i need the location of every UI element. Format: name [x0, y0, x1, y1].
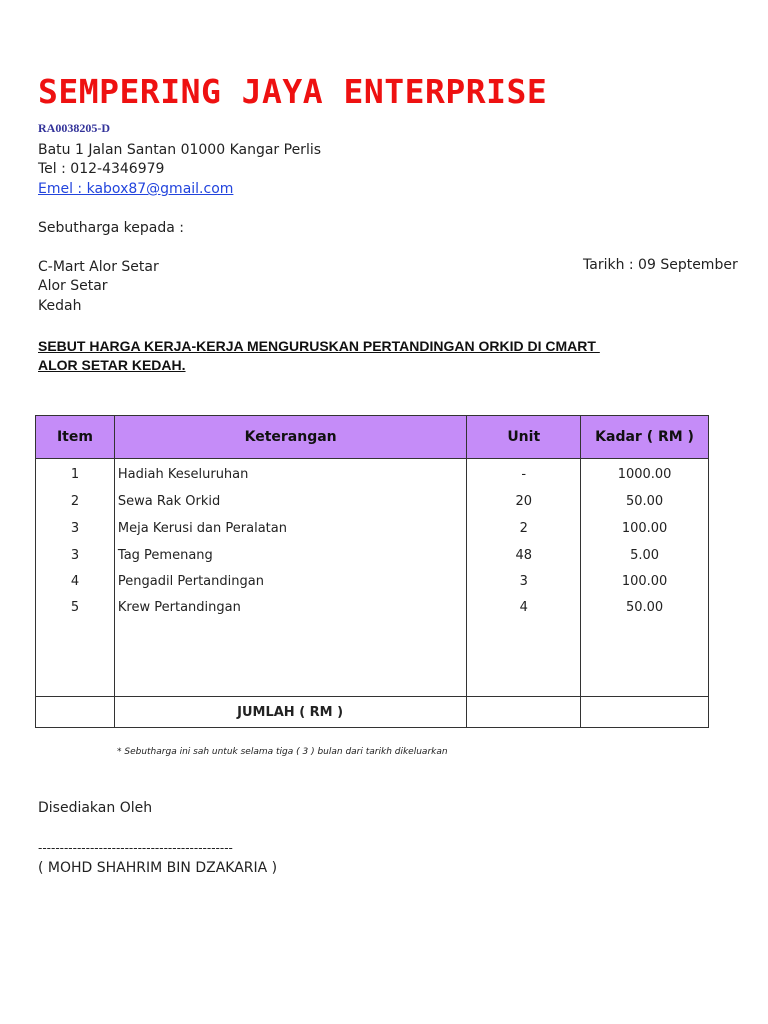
- signer-name: ( MOHD SHAHRIM BIN DZAKARIA ): [38, 860, 278, 876]
- signature-line: ---------------------------------------------: [38, 841, 233, 855]
- row-unit: 20: [467, 488, 581, 515]
- recipient-line-2: Alor Setar: [38, 278, 108, 294]
- row-unit: 3: [467, 569, 581, 595]
- row-description: Sewa Rak Orkid: [114, 488, 466, 515]
- row-item-number: 3: [36, 515, 115, 543]
- company-name: SEMPERING JAYA ENTERPRISE: [38, 72, 548, 111]
- row-description: Hadiah Keseluruhan: [114, 459, 466, 488]
- subject-line-1: SEBUT HARGA KERJA-KERJA MENGURUSKAN PERTANDINGAN ORKID DI CMART: [38, 338, 600, 354]
- table-total-row: [36, 697, 709, 728]
- quotation-subject: [38, 337, 600, 375]
- recipient-line-3: Kedah: [38, 298, 82, 314]
- header-rate: Kadar ( RM ): [581, 416, 709, 459]
- empty-cell: [36, 621, 115, 697]
- row-unit: 2: [467, 515, 581, 543]
- quotation-table: [35, 415, 709, 728]
- row-rate: 50.00: [581, 488, 709, 515]
- row-rate: 1000.00: [581, 459, 709, 488]
- table-row-empty: [36, 621, 709, 697]
- total-empty-cell: [36, 697, 115, 728]
- table-row: [36, 569, 709, 595]
- recipient-intro: Sebutharga kepada :: [38, 220, 184, 236]
- table-row: [36, 595, 709, 621]
- quotation-date: Tarikh : 09 September: [583, 257, 738, 273]
- row-rate: 100.00: [581, 569, 709, 595]
- company-address: Batu 1 Jalan Santan 01000 Kangar Perlis: [38, 142, 322, 158]
- empty-cell: [581, 621, 709, 697]
- row-description: Meja Kerusi dan Peralatan: [114, 515, 466, 543]
- company-email-link[interactable]: Emel : kabox87@gmail.com: [38, 181, 234, 197]
- row-rate: 50.00: [581, 595, 709, 621]
- row-item-number: 5: [36, 595, 115, 621]
- row-item-number: 3: [36, 543, 115, 569]
- table-row: [36, 543, 709, 569]
- row-unit: 48: [467, 543, 581, 569]
- header-item: Item: [36, 416, 115, 459]
- header-unit: Unit: [467, 416, 581, 459]
- empty-cell: [114, 621, 466, 697]
- company-phone: Tel : 012-4346979: [38, 161, 165, 177]
- empty-cell: [467, 621, 581, 697]
- table-row: [36, 488, 709, 515]
- total-empty-cell: [581, 697, 709, 728]
- subject-line-2: ALOR SETAR KEDAH.: [38, 357, 186, 373]
- row-unit: -: [467, 459, 581, 488]
- total-empty-cell: [467, 697, 581, 728]
- table-row: [36, 515, 709, 543]
- total-label: JUMLAH ( RM ): [114, 697, 466, 728]
- row-unit: 4: [467, 595, 581, 621]
- row-description: Tag Pemenang: [114, 543, 466, 569]
- row-item-number: 1: [36, 459, 115, 488]
- prepared-by-label: Disediakan Oleh: [38, 800, 153, 816]
- validity-note: * Sebutharga ini sah untuk selama tiga ( 3 ) bulan dari tarikh dikeluarkan: [117, 747, 448, 757]
- header-description: Keterangan: [114, 416, 466, 459]
- row-rate: 5.00: [581, 543, 709, 569]
- recipient-line-1: C-Mart Alor Setar: [38, 259, 159, 275]
- row-description: Pengadil Pertandingan: [114, 569, 466, 595]
- row-description: Krew Pertandingan: [114, 595, 466, 621]
- row-item-number: 2: [36, 488, 115, 515]
- row-item-number: 4: [36, 569, 115, 595]
- row-rate: 100.00: [581, 515, 709, 543]
- registration-number: RA0038205-D: [38, 121, 110, 135]
- table-row: [36, 459, 709, 488]
- table-header-row: [36, 416, 709, 459]
